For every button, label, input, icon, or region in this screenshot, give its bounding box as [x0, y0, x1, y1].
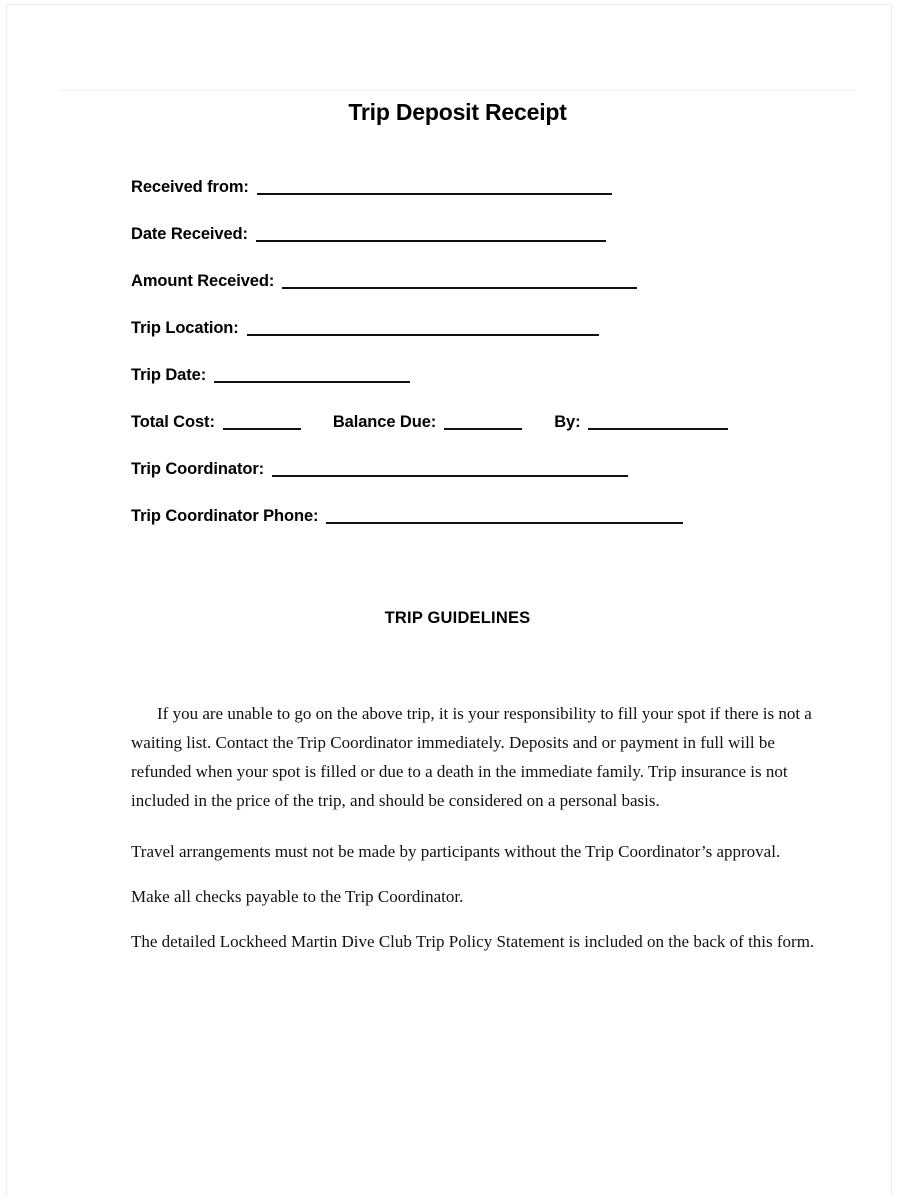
guideline-paragraph-1: If you are unable to go on the above trip, it is your responsibility to fill your spot if there is not a waiting list. Contact the Trip Coordinator immediately. Deposits and or payment in full will be refunded when your spot is filled or due to a death in the immediate family. Trip insurance is not included in the price of the trip, and should be considered on a personal basis. [131, 704, 812, 810]
input-line-by[interactable] [588, 428, 728, 430]
page-title: Trip Deposit Receipt [348, 99, 567, 125]
field-row-trip-date [131, 365, 831, 412]
label-trip-coordinator: Trip Coordinator: [131, 460, 265, 478]
field-row-trip-location [131, 318, 831, 365]
label-trip-coordinator-phone: Trip Coordinator Phone: [131, 507, 319, 525]
field-row-trip-coordinator-phone [131, 506, 831, 553]
label-by: By: [554, 413, 581, 431]
field-row-received-from [131, 177, 831, 224]
input-line-received-from[interactable] [257, 193, 612, 195]
trip-guidelines-text [131, 699, 821, 972]
input-line-amount-received[interactable] [282, 287, 637, 289]
label-trip-date: Trip Date: [131, 366, 207, 384]
section-heading-trip-guidelines: TRIP GUIDELINES [384, 609, 531, 627]
label-date-received: Date Received: [131, 225, 248, 243]
field-row-date-received [131, 224, 831, 271]
input-line-trip-date[interactable] [214, 381, 410, 383]
input-line-trip-coordinator[interactable] [272, 475, 628, 477]
input-line-trip-location[interactable] [247, 334, 599, 336]
input-line-trip-coordinator-phone[interactable] [326, 522, 683, 524]
label-total-cost: Total Cost: [131, 413, 215, 431]
field-row-cost-summary [131, 412, 831, 459]
guideline-paragraph-4: The detailed Lockheed Martin Dive Club Trip Policy Statement is included on the back of this form. [131, 932, 815, 951]
input-line-total-cost[interactable] [223, 428, 301, 430]
guideline-paragraph-2: Travel arrangements must not be made by participants without the Trip Coordinator’s approval. [131, 842, 781, 861]
receipt-fields [131, 177, 831, 553]
label-trip-location: Trip Location: [131, 319, 239, 337]
label-amount-received: Amount Received: [131, 272, 275, 290]
input-line-date-received[interactable] [256, 240, 606, 242]
input-line-balance-due[interactable] [444, 428, 522, 430]
field-row-trip-coordinator [131, 459, 831, 506]
label-received-from: Received from: [131, 178, 249, 196]
label-balance-due: Balance Due: [332, 413, 437, 431]
header-divider [59, 89, 856, 91]
field-row-amount-received [131, 271, 831, 318]
guideline-paragraph-3: Make all checks payable to the Trip Coordinator. [131, 887, 464, 906]
page-sheet [6, 4, 892, 1196]
